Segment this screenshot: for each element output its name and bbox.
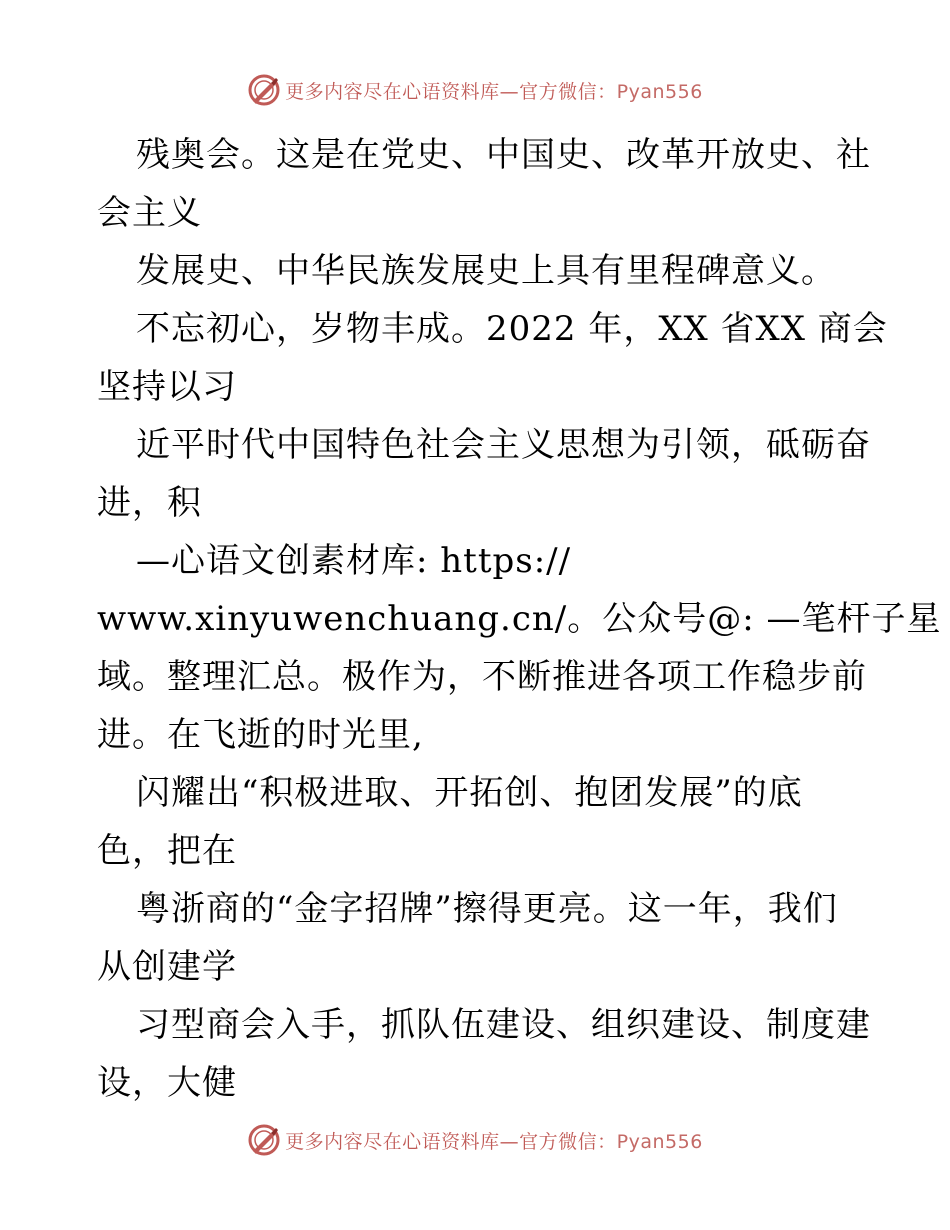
text-line: 发展史、中华民族发展史上具有里程碑意义。: [136, 251, 836, 291]
text-line: 进。在飞逝的时光里,: [97, 715, 424, 755]
watermark-banner-bottom: [0, 1120, 950, 1160]
text-line: 闪耀出“积极进取、开拓创、抱团发展”的底: [136, 773, 803, 813]
watermark-code: Pyan556: [616, 1130, 703, 1153]
watermark-text: 更多内容尽在心语资料库—官方微信：: [285, 80, 617, 103]
text-line: 粤浙商的“金字招牌”擦得更亮。这一年，我们: [136, 889, 838, 929]
pen-seal-logo-icon: [247, 1123, 281, 1157]
text-line: www.xinyuwenchuang.cn/。公众号@: —笔杆子星: [97, 599, 942, 639]
text-line: 进，积: [97, 483, 202, 523]
watermark-code: Pyan556: [616, 80, 703, 103]
text-line: 会主义: [97, 193, 202, 233]
watermark-text: 更多内容尽在心语资料库—官方微信：: [285, 1130, 617, 1153]
text-line: 残奥会。这是在党史、中国史、改革开放史、社: [136, 135, 871, 175]
text-line: 习型商会入手，抓队伍建设、组织建设、制度建: [136, 1005, 871, 1045]
pen-seal-logo-icon: [247, 73, 281, 107]
text-line: 近平时代中国特色社会主义思想为引领，砥砺奋: [136, 425, 871, 465]
watermark-banner-top: [0, 70, 950, 110]
text-line: 域。整理汇总。极作为，不断推进各项工作稳步前: [97, 657, 867, 697]
text-line: 设，大健: [97, 1063, 237, 1103]
text-line: —心语文创素材库: https://: [136, 541, 572, 581]
text-line: 不忘初心，岁物丰成。2022 年，XX 省XX 商会: [136, 309, 888, 349]
text-line: 坚持以习: [97, 367, 237, 407]
text-line: 色，把在: [97, 831, 237, 871]
text-line: 从创建学: [97, 947, 237, 987]
